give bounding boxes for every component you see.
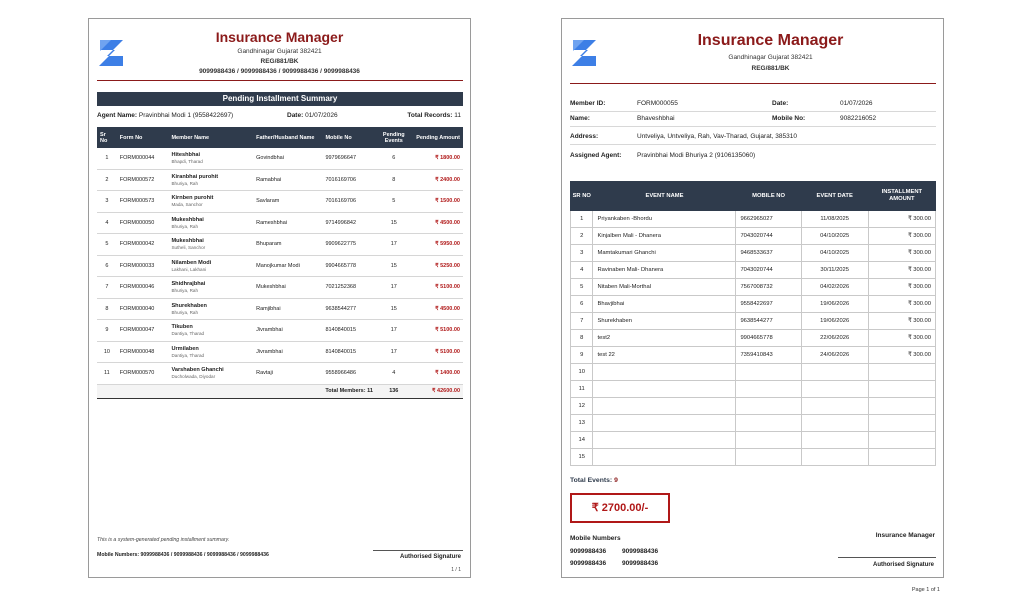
event-date — [801, 381, 868, 398]
event-date: 04/10/2025 — [801, 228, 868, 245]
sr-no: 5 — [97, 234, 117, 256]
sr-no: 6 — [571, 296, 593, 313]
member-name-cell — [168, 148, 253, 169]
installment-amount: ₹ 300.00 — [868, 245, 935, 262]
member-name: Hiteshbhai — [171, 152, 201, 159]
father-name: Jivrambhai — [253, 341, 322, 363]
sr-no: 12 — [571, 398, 593, 415]
page-number: 1 / 1 — [451, 567, 461, 573]
table-row — [97, 320, 463, 342]
col-header: Father/Husband Name — [253, 127, 322, 148]
member-name-cell — [168, 363, 253, 385]
mobile-number: 9099988436 — [622, 548, 659, 555]
installment-amount — [868, 415, 935, 432]
signature-line — [373, 550, 463, 551]
pending-events: 17 — [376, 320, 412, 342]
pending-amount: ₹ 1500.00 — [412, 191, 463, 213]
mobile-no: 9638544277 — [736, 313, 801, 330]
event-date: 04/02/2026 — [801, 279, 868, 296]
member-name: Mukeshbhai — [171, 216, 204, 223]
total-amount-box: ₹ 2700.00/- — [570, 493, 670, 523]
authorised-signature: Authorised Signature — [399, 554, 461, 560]
sr-no: 6 — [97, 255, 117, 277]
pending-events: 15 — [376, 298, 412, 320]
sr-no: 9 — [571, 347, 593, 364]
father-name: Mukeshbhai — [253, 277, 322, 299]
table-header-row — [97, 127, 463, 148]
summary-banner: Pending Installment Summary — [97, 92, 463, 106]
col-header: EVENT DATE — [801, 182, 868, 211]
pending-amount: ₹ 5100.00 — [412, 341, 463, 363]
table-row — [97, 234, 463, 256]
member-address: Untveliya, Untveliya, Rah, Vav-Tharad, Gujarat, 385310 — [637, 133, 797, 140]
form-no: FORM000046 — [117, 277, 169, 299]
form-no: FORM000048 — [117, 341, 169, 363]
mobile-no — [736, 381, 801, 398]
mobile-no — [736, 364, 801, 381]
company-phones: 9099988436 / 9099988436 / 9099988436 / 9099988436 — [199, 68, 360, 75]
member-name-cell — [168, 191, 253, 213]
form-no: FORM000044 — [117, 148, 169, 169]
mobile-label: Mobile No: — [772, 115, 806, 122]
member-name-cell — [168, 341, 253, 363]
mobile-no: 9904665778 — [736, 330, 801, 347]
pending-events: 15 — [376, 255, 412, 277]
event-date: 19/06/2026 — [801, 313, 868, 330]
event-name — [593, 415, 736, 432]
table-row — [571, 381, 936, 398]
pending-events: 17 — [376, 341, 412, 363]
table-header-row — [571, 182, 936, 211]
form-no: FORM000570 — [117, 363, 169, 385]
pending-events: 6 — [376, 148, 412, 169]
mobile-no: 9662965027 — [736, 211, 801, 228]
mobile-no: 9909622775 — [322, 234, 375, 256]
pending-amount: ₹ 4500.00 — [412, 212, 463, 234]
sr-no: 3 — [571, 245, 593, 262]
col-header: Pending Amount — [412, 127, 463, 148]
installment-amount — [868, 398, 935, 415]
footer-note: This is a system-generated pending installment summary. — [97, 537, 230, 543]
company-signature: Insurance Manager — [875, 532, 935, 539]
name-label: Name: — [570, 115, 590, 122]
sr-no: 13 — [571, 415, 593, 432]
table-total-row — [97, 384, 463, 398]
registration-number: REG/881/BK — [751, 65, 790, 72]
sr-no: 4 — [571, 262, 593, 279]
table-row — [571, 211, 936, 228]
info-row — [570, 112, 936, 127]
total-events: 136 — [376, 384, 412, 398]
installment-amount: ₹ 300.00 — [868, 313, 935, 330]
event-date: 24/06/2026 — [801, 347, 868, 364]
table-row — [97, 255, 463, 277]
member-location: Dantiya, Tharad — [171, 352, 205, 358]
form-no: FORM000572 — [117, 169, 169, 191]
member-name-cell — [168, 320, 253, 342]
header-divider — [97, 80, 463, 81]
event-date: 22/06/2026 — [801, 330, 868, 347]
pending-events: 17 — [376, 277, 412, 299]
installment-amount: ₹ 300.00 — [868, 228, 935, 245]
mobile-numbers-label: Mobile Numbers — [570, 535, 621, 542]
table-row — [97, 277, 463, 299]
mobile-no: 9638544277 — [322, 298, 375, 320]
event-date — [801, 398, 868, 415]
date-label: Date: — [772, 100, 789, 107]
event-name: test 22 — [593, 347, 736, 364]
mobile-no: 7016169706 — [322, 169, 375, 191]
event-name — [593, 381, 736, 398]
total-records: Total Records: 11 — [407, 112, 461, 119]
sr-no: 1 — [97, 148, 117, 169]
sr-no: 1 — [571, 211, 593, 228]
mobile-no: 7359410843 — [736, 347, 801, 364]
table-row — [571, 415, 936, 432]
member-name: Kiranbhai purohit — [171, 173, 219, 180]
member-location: Lakhani, Lakhani — [171, 266, 207, 272]
mobile-no: 7016169706 — [322, 191, 375, 213]
table-row — [571, 262, 936, 279]
receipt-date: 01/07/2026 — [840, 100, 873, 107]
mobile-no: 9468533637 — [736, 245, 801, 262]
member-name-cell — [168, 234, 253, 256]
pending-events: 4 — [376, 363, 412, 385]
info-row — [570, 97, 936, 112]
member-name: Tikuben — [171, 324, 193, 331]
signature-line — [838, 557, 936, 558]
member-location: Ducholwada, Diyodar — [171, 374, 216, 380]
installment-amount: ₹ 300.00 — [868, 211, 935, 228]
member-name: Shurekhaben — [171, 302, 207, 309]
member-id-label: Member ID: — [570, 100, 606, 107]
installment-amount: ₹ 300.00 — [868, 347, 935, 364]
col-header: MOBILE NO — [736, 182, 801, 211]
event-name — [593, 432, 736, 449]
installment-amount — [868, 432, 935, 449]
pending-amount: ₹ 1400.00 — [412, 363, 463, 385]
assigned-agent: Pravinbhai Modi Bhuriya 2 (9106135060) — [637, 152, 756, 159]
pending-amount: ₹ 5100.00 — [412, 320, 463, 342]
pending-events: 5 — [376, 191, 412, 213]
z-logo-icon — [570, 38, 598, 68]
member-name: Bhaveshbhai — [637, 115, 675, 122]
sr-no: 15 — [571, 449, 593, 466]
sr-no: 4 — [97, 212, 117, 234]
form-no: FORM000042 — [117, 234, 169, 256]
table-row — [571, 296, 936, 313]
installment-amount: ₹ 300.00 — [868, 330, 935, 347]
footer-mobiles: Mobile Numbers: 9099988436 / 9099988436 / 9099988436 / 9099988436 — [97, 552, 269, 558]
event-date — [801, 449, 868, 466]
mobile-no: 7043020744 — [736, 228, 801, 245]
table-row — [571, 432, 936, 449]
pending-summary-page — [88, 18, 471, 578]
sr-no: 3 — [97, 191, 117, 213]
mobile-no: 7021252368 — [322, 277, 375, 299]
event-date: 19/06/2026 — [801, 296, 868, 313]
event-date — [801, 415, 868, 432]
col-header: Member Name — [168, 127, 253, 148]
info-row — [570, 130, 936, 145]
event-date: 11/08/2025 — [801, 211, 868, 228]
table-row — [97, 363, 463, 385]
sr-no: 2 — [571, 228, 593, 245]
table-row — [97, 212, 463, 234]
report-date: Date: 01/07/2026 — [287, 112, 338, 119]
mobile-no: 9558966486 — [322, 363, 375, 385]
col-header: EVENT NAME — [593, 182, 736, 211]
event-name — [593, 449, 736, 466]
table-row — [571, 279, 936, 296]
member-name: Urmilaben — [171, 345, 199, 352]
registration-number: REG/881/BK — [260, 58, 299, 65]
sr-no: 11 — [571, 381, 593, 398]
event-name: Ravinaben Mali- Dhanera — [593, 262, 736, 279]
father-name: Ravtaji — [253, 363, 322, 385]
father-name: Jivrambhai — [253, 320, 322, 342]
form-no: FORM000047 — [117, 320, 169, 342]
mobile-no: 9558422697 — [736, 296, 801, 313]
col-header: Form No — [117, 127, 169, 148]
table-row — [97, 169, 463, 191]
event-name: Nitaben Mali-Morthal — [593, 279, 736, 296]
info-row — [570, 149, 936, 163]
mobile-no: 7567008732 — [736, 279, 801, 296]
member-name-cell — [168, 277, 253, 299]
installment-amount — [868, 449, 935, 466]
father-name: Savlaram — [253, 191, 322, 213]
sr-no: 8 — [97, 298, 117, 320]
event-name — [593, 398, 736, 415]
member-name: Kirnben purohit — [171, 195, 214, 202]
table-row — [571, 228, 936, 245]
installment-amount: ₹ 300.00 — [868, 262, 935, 279]
event-name — [593, 364, 736, 381]
table-row — [571, 245, 936, 262]
sr-no: 10 — [571, 364, 593, 381]
pending-amount: ₹ 5250.00 — [412, 255, 463, 277]
pending-amount: ₹ 4500.00 — [412, 298, 463, 320]
event-name: Bhavjibhai — [593, 296, 736, 313]
member-name: Nilamben Modi — [171, 259, 212, 266]
event-date: 30/11/2025 — [801, 262, 868, 279]
member-name-cell — [168, 169, 253, 191]
member-location: Dantiya, Tharad — [171, 331, 205, 337]
mobile-number: 9099988436 — [570, 560, 607, 567]
mobile-no: 9979696647 — [322, 148, 375, 169]
member-location: Bhuriya, Rah — [171, 223, 199, 229]
father-name: Ramabhai — [253, 169, 322, 191]
col-header: Sr No — [97, 127, 117, 148]
member-name-cell — [168, 212, 253, 234]
company-title: Insurance Manager — [215, 29, 344, 45]
agent-name: Agent Name: Pravinbhai Modi 1 (9558422697) — [97, 112, 234, 119]
mobile-no: 9714996842 — [322, 212, 375, 234]
member-name-cell — [168, 255, 253, 277]
form-no: FORM000040 — [117, 298, 169, 320]
form-no: FORM000033 — [117, 255, 169, 277]
company-address: Gandhinagar Gujarat 382421 — [728, 54, 813, 61]
mobile-no: 8140840015 — [322, 341, 375, 363]
table-row — [97, 191, 463, 213]
father-name: Bhuparam — [253, 234, 322, 256]
col-header: SR NO — [571, 182, 593, 211]
installment-amount — [868, 381, 935, 398]
sr-no: 14 — [571, 432, 593, 449]
father-name: Rameshbhai — [253, 212, 322, 234]
member-name: Mukeshbhai — [171, 238, 204, 245]
event-name: Mamtakumari Ghanchi — [593, 245, 736, 262]
pending-events: 8 — [376, 169, 412, 191]
sr-no: 10 — [97, 341, 117, 363]
agent-label: Assigned Agent: — [570, 152, 622, 159]
mobile-no: 8140840015 — [322, 320, 375, 342]
pending-amount: ₹ 2400.00 — [412, 169, 463, 191]
member-location: Bhuriya, Rah — [171, 288, 199, 294]
member-location: Sutheli, Sanchor — [171, 245, 206, 251]
event-name: Kinjalben Mali - Dhanera — [593, 228, 736, 245]
sr-no: 7 — [97, 277, 117, 299]
header-divider — [570, 83, 936, 84]
table-row — [571, 364, 936, 381]
pending-amount: ₹ 5100.00 — [412, 277, 463, 299]
page-number: Page 1 of 1 — [911, 587, 940, 593]
table-row — [571, 398, 936, 415]
mobile-no — [736, 432, 801, 449]
member-location: Mada, Sanchor — [171, 202, 203, 208]
company-address: Gandhinagar Gujarat 382421 — [237, 48, 322, 55]
total-events: Total Events: 9 — [570, 477, 618, 484]
table-row — [97, 298, 463, 320]
event-date: 04/10/2025 — [801, 245, 868, 262]
table-row — [571, 449, 936, 466]
mobile-no — [736, 398, 801, 415]
table-row — [571, 347, 936, 364]
form-no: FORM000573 — [117, 191, 169, 213]
event-name: Shurekhaben — [593, 313, 736, 330]
sr-no: 2 — [97, 169, 117, 191]
table-row — [571, 313, 936, 330]
total-amount: ₹ 42600.00 — [412, 384, 463, 398]
member-mobile: 9082216052 — [840, 115, 877, 122]
installment-amount: ₹ 300.00 — [868, 279, 935, 296]
event-date — [801, 432, 868, 449]
event-name: Priyankaben -Bhordu — [593, 211, 736, 228]
mobile-no — [736, 449, 801, 466]
father-name: Govindbhai — [253, 148, 322, 169]
member-location: Bhuriya, Rah — [171, 309, 199, 315]
member-name: Varshaben Ghanchi — [171, 367, 224, 374]
sr-no: 5 — [571, 279, 593, 296]
event-date — [801, 364, 868, 381]
events-table — [570, 181, 936, 466]
event-name: test2 — [593, 330, 736, 347]
father-name: Ramjibhai — [253, 298, 322, 320]
table-row — [97, 341, 463, 363]
member-location: Bhuriya, Rah — [171, 180, 199, 186]
sr-no: 7 — [571, 313, 593, 330]
receipt-page — [561, 18, 944, 578]
mobile-no: 7043020744 — [736, 262, 801, 279]
table-row — [97, 148, 463, 169]
col-header: Pending Events — [376, 127, 412, 148]
member-id: FORM000055 — [637, 100, 678, 107]
mobile-number: 9099988436 — [570, 548, 607, 555]
sr-no: 8 — [571, 330, 593, 347]
pending-amount: ₹ 1800.00 — [412, 148, 463, 169]
form-no: FORM000050 — [117, 212, 169, 234]
authorised-signature: Authorised Signature — [872, 562, 934, 568]
sr-no: 9 — [97, 320, 117, 342]
father-name: Manojkumar Modi — [253, 255, 322, 277]
col-header: INSTALLMENT AMOUNT — [868, 182, 935, 211]
mobile-number: 9099988436 — [622, 560, 659, 567]
installment-amount: ₹ 300.00 — [868, 296, 935, 313]
pending-events: 15 — [376, 212, 412, 234]
installment-amount — [868, 364, 935, 381]
sr-no: 11 — [97, 363, 117, 385]
pending-amount: ₹ 5950.00 — [412, 234, 463, 256]
table-row — [571, 330, 936, 347]
member-location: Bhapdi, Tharad — [171, 159, 203, 165]
pending-table — [97, 127, 463, 399]
address-label: Address: — [570, 133, 599, 140]
mobile-no — [736, 415, 801, 432]
member-name-cell — [168, 298, 253, 320]
mobile-no: 9904665778 — [322, 255, 375, 277]
total-members: Total Members: 11 — [97, 384, 376, 398]
pending-events: 17 — [376, 234, 412, 256]
col-header: Mobile No — [322, 127, 375, 148]
member-name: Shidhrajbhai — [171, 281, 206, 288]
company-title: Insurance Manager — [697, 32, 844, 49]
